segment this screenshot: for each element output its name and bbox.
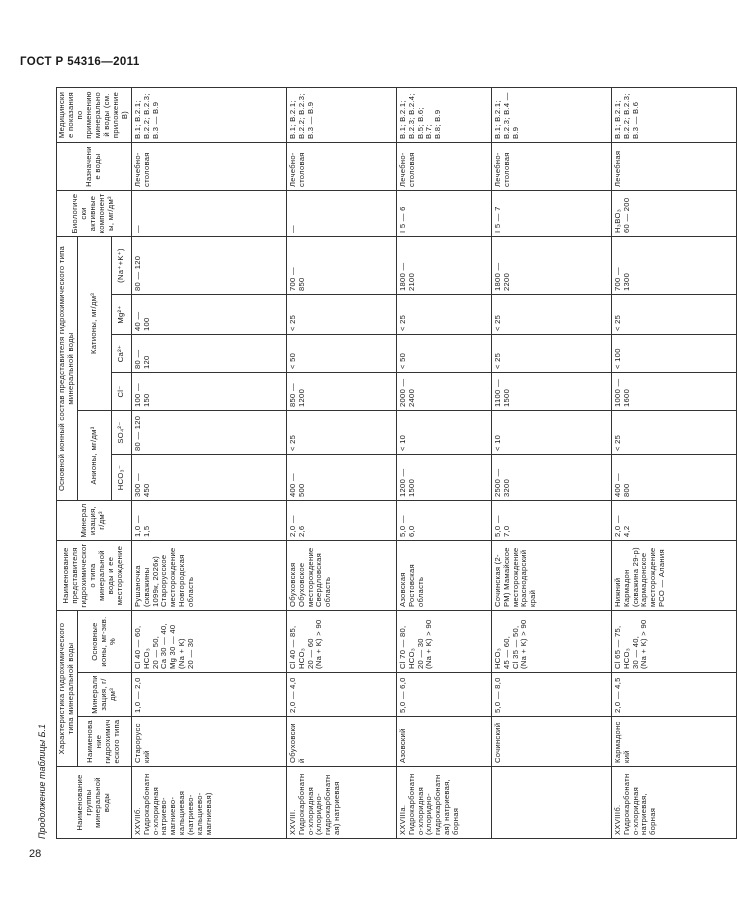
row-nak: 1800 — 2200 [491, 236, 611, 294]
row-hco3: 400 — 800 [611, 455, 736, 501]
row-hco3: 400 — 500 [286, 455, 396, 501]
row-type-mineralization: 5,0 — 8,0 [491, 673, 611, 717]
row-so4: < 25 [611, 411, 736, 455]
row-rep-mineralization: 5,0 — 6,0 [396, 501, 491, 541]
table-row [396, 87, 491, 838]
rotated-table-frame [28, 88, 667, 839]
col-header-characteristics: Характеристика гидрохимического типа минеральной воды [57, 611, 78, 767]
row-group-name [491, 767, 611, 839]
row-cl: 2000 — 2400 [396, 373, 491, 411]
row-type-name: Сочинский [491, 717, 611, 767]
row-representative: Азовская Ростовская область [396, 541, 491, 611]
row-mg: < 25 [491, 295, 611, 335]
table-caption: Продолжение таблицы Б.1 [37, 723, 47, 839]
col-header-main-ions: Основные ионы, мг-экв. % [77, 611, 131, 673]
col-header-nak: (Na⁺+K⁺) [112, 236, 131, 294]
mineral-water-table [56, 87, 737, 839]
row-ca: < 25 [491, 335, 611, 373]
table-row [491, 87, 611, 838]
row-main-ions: Cl 65 — 75, HCO₃ 30 — 40, (Na + K) > 90 [611, 611, 736, 673]
row-ca: < 50 [396, 335, 491, 373]
row-ca: 80 — 120 [131, 335, 286, 373]
row-hco3: 1200 — 1500 [396, 455, 491, 501]
col-header-purpose: Назначение воды [57, 142, 132, 190]
col-header-type-mineralization: Минерализация, г/дм³ [77, 673, 131, 717]
row-representative: Нижний Кармадон (скважина 29-р) Кармадонское месторождение РСО — Алания [611, 541, 736, 611]
row-cl: 1100 — 1500 [491, 373, 611, 411]
col-header-type-name: Наименование гидрохимического типа [77, 717, 131, 767]
rotated-page-content [28, 88, 667, 839]
row-hco3: 300 — 450 [131, 455, 286, 501]
row-rep-mineralization: 2,0 — 2,6 [286, 501, 396, 541]
row-so4: < 10 [491, 411, 611, 455]
row-indications: В.1; В.2.1; В.2.2; В.2.3; В.3 — В.9 [131, 87, 286, 142]
row-purpose: Лечебно-столовая [491, 142, 611, 190]
row-type-mineralization: 5,0 — 6,0 [396, 673, 491, 717]
row-representative: Рушаночка (скважины 1099к, 2026к) Старорусское месторождение Новгородская область [131, 541, 286, 611]
row-hco3: 2500 — 3200 [491, 455, 611, 501]
col-header-rep-mineralization: Минерализация, г/дм³ [57, 501, 132, 541]
row-indications: В.1; В.2.1; В.2.2; В.2.3; В.3 — В.9 [286, 87, 396, 142]
row-mg: < 25 [611, 295, 736, 335]
page-number: 28 [29, 848, 42, 860]
col-header-anions: Анионы, мг/дм³ [77, 411, 111, 501]
row-purpose: Лечебно-столовая [131, 142, 286, 190]
row-purpose: Лечебно-столовая [286, 142, 396, 190]
row-rep-mineralization: 5,0 — 7,0 [491, 501, 611, 541]
table-row [131, 87, 286, 838]
row-ca: < 100 [611, 335, 736, 373]
row-main-ions: Cl 40 — 85, HCO₃ 20 — 60 (Na + K) > 90 [286, 611, 396, 673]
col-header-bio: Биологически активные компоненты, мг/дм³ [57, 190, 132, 236]
row-bio: — [286, 190, 396, 236]
row-nak: 700 — 1300 [611, 236, 736, 294]
row-so4: < 25 [286, 411, 396, 455]
col-header-cl: Cl⁻ [112, 373, 131, 411]
col-header-mg: Mg²⁺ [112, 295, 131, 335]
row-cl: 100 — 150 [131, 373, 286, 411]
row-representative: Обуховская Обуховское месторождение Свердловская область [286, 541, 396, 611]
col-header-ionic-composition: Основной ионный состав представителя гидрохимического типа минеральной воды [57, 236, 78, 500]
header-row-1 [57, 87, 78, 838]
row-bio: I 5 — 7 [491, 190, 611, 236]
table-body [57, 87, 737, 838]
row-mg: < 25 [396, 295, 491, 335]
row-bio: — [131, 190, 286, 236]
row-group-name: XXVIIIб. Гидрокарбонатно-хлоридная натриевая, борная [611, 767, 736, 839]
row-main-ions: Cl 70 — 80, HCO₃ 20 — 30 (Na + K) > 90 [396, 611, 491, 673]
col-header-indications: Медицинские показания по применению минеральной воды (см. приложение В) [57, 87, 132, 142]
row-mg: 40 — 100 [131, 295, 286, 335]
row-type-mineralization: 1,0 — 2,0 [131, 673, 286, 717]
col-header-so4: SO₄²⁻ [112, 411, 131, 455]
row-nak: 1800 — 2100 [396, 236, 491, 294]
row-bio: H₃BO₃ 60 — 200 [611, 190, 736, 236]
row-so4: < 10 [396, 411, 491, 455]
col-header-representative: Наименование представителя гидрохимического типа минеральной воды и ее месторождение [57, 541, 132, 611]
row-type-name: Азовский [396, 717, 491, 767]
table-row [286, 87, 396, 838]
row-indications: В.1; В.2.1; В.2.3; В.2.4; В.5; В.6; В.7; В.8; В.9 [396, 87, 491, 142]
row-indications: В.1; В.2.1; В.2.2; В.2.3; В.3 — В.6 [611, 87, 736, 142]
row-bio: I 5 — 6 [396, 190, 491, 236]
col-header-cations: Катионы, мг/дм³ [77, 236, 111, 410]
row-group-name: XXVIIб. Гидрокарбонатно-хлоридная натриево-магниево-кальциевая (натриево-кальциево-магниевая) [131, 767, 286, 839]
col-header-ca: Ca²⁺ [112, 335, 131, 373]
col-header-group: Наименование группы минеральной воды [57, 767, 132, 839]
row-type-name: Кармадонский [611, 717, 736, 767]
row-nak: 700 — 850 [286, 236, 396, 294]
row-purpose: Лечебная [611, 142, 736, 190]
col-header-hco3: HCO₃⁻ [112, 455, 131, 501]
row-group-name: XXVIIIa. Гидрокарбонатно-хлоридная (хлоридно-гидрокарбонатная) натриевая, борная [396, 767, 491, 839]
row-representative: Сочинская (2-РМ) Мамайское месторождение Краснодарский край [491, 541, 611, 611]
row-indications: В.1; В.2.1; В.2.3; В.4 — В.9 [491, 87, 611, 142]
row-main-ions: HCO₃ 45 — 60, Cl 35 — 50, (Na + K) > 90 [491, 611, 611, 673]
table-row [611, 87, 736, 838]
row-type-mineralization: 2,0 — 4,5 [611, 673, 736, 717]
row-group-name: XXVIII. Гидрокарбонатно-хлоридная (хлоридно-гидрокарбонатная) натриевая [286, 767, 396, 839]
row-purpose: Лечебно-столовая [396, 142, 491, 190]
row-type-name: Обуховский [286, 717, 396, 767]
standard-header: ГОСТ Р 54316—2011 [20, 56, 140, 68]
row-main-ions: Cl 40 — 60, HCO₃ 20 — 50, Ca 30 — 40, Mg 30 — 40 (Na + K) 20 — 30 [131, 611, 286, 673]
row-cl: 1000 — 1600 [611, 373, 736, 411]
row-so4: 80 — 120 [131, 411, 286, 455]
row-cl: 850 — 1200 [286, 373, 396, 411]
row-rep-mineralization: 2,0 — 4,2 [611, 501, 736, 541]
row-mg: < 25 [286, 295, 396, 335]
row-ca: < 50 [286, 335, 396, 373]
row-type-name: Старорусский [131, 717, 286, 767]
row-rep-mineralization: 1,0 — 1,5 [131, 501, 286, 541]
row-nak: 80 — 120 [131, 236, 286, 294]
row-type-mineralization: 2,0 — 4,0 [286, 673, 396, 717]
